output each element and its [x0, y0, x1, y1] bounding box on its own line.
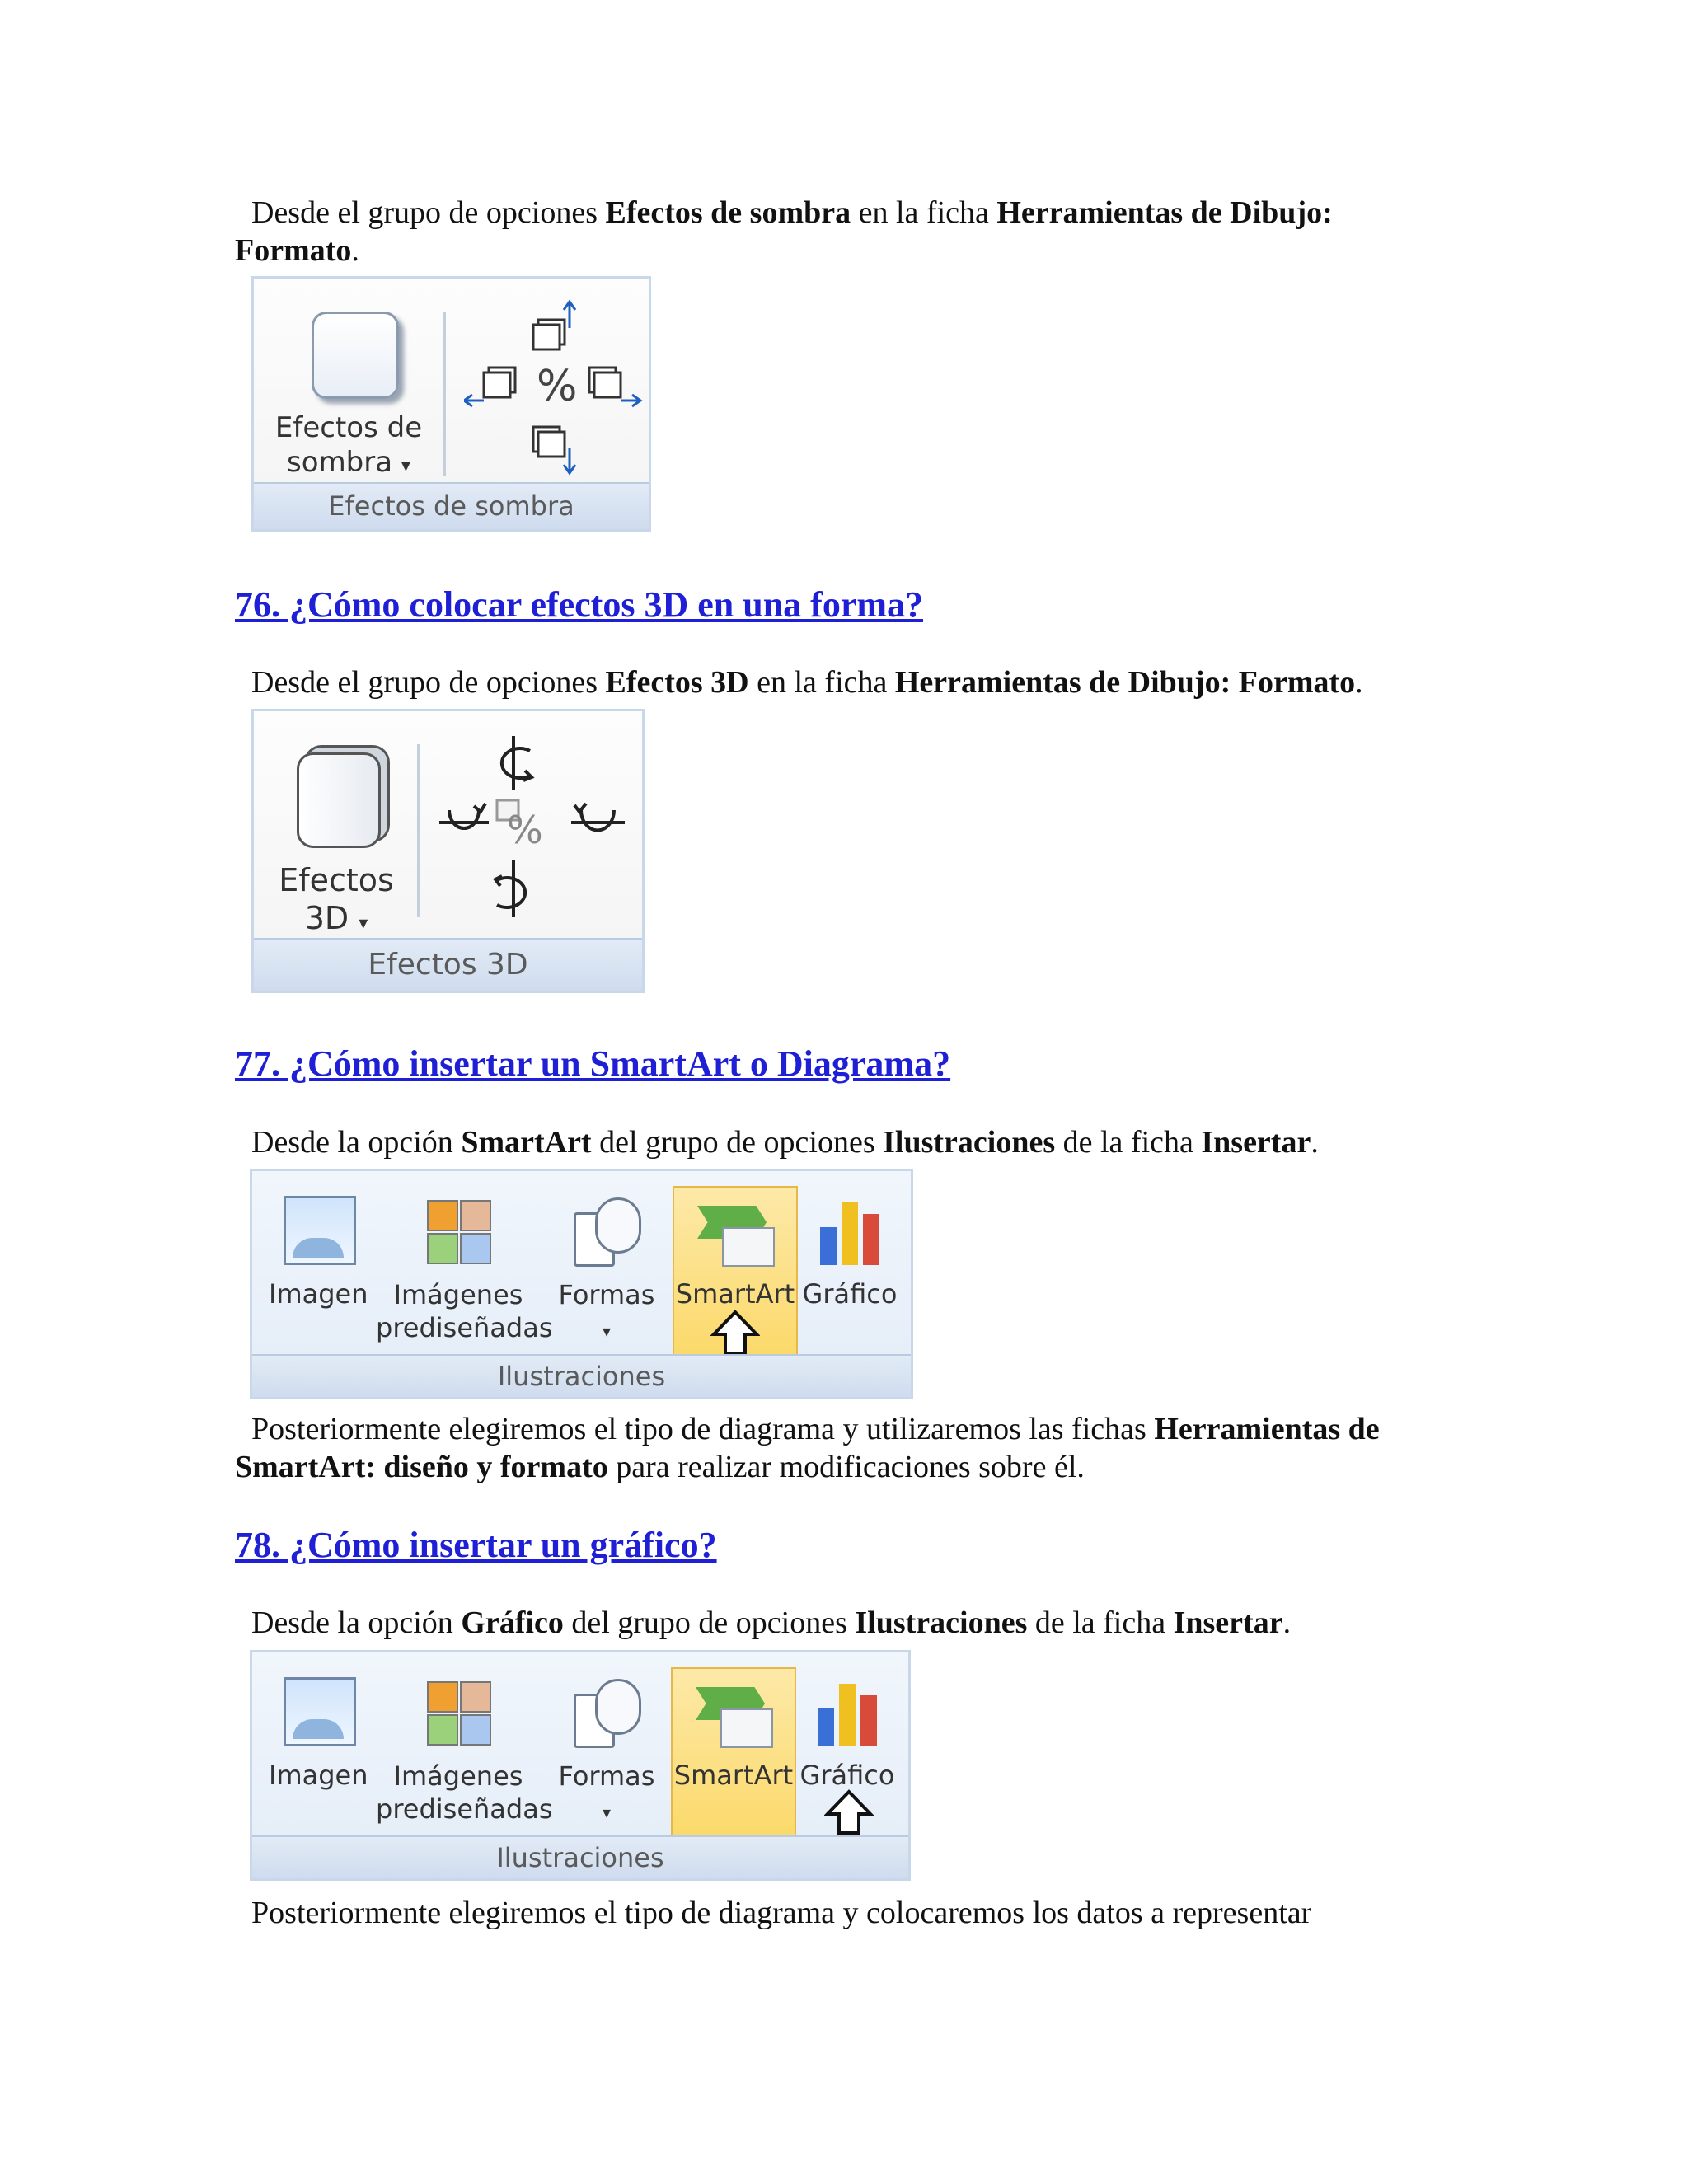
grafico-label: Gráfico [799, 1760, 895, 1791]
paragraph-chart [235, 1604, 1447, 1642]
clip-art-icon [427, 1681, 490, 1744]
bold-term: SmartArt [461, 1125, 592, 1160]
paragraph-chart-followup: Posteriormente elegiremos el tipo de diagrama y colocaremos los datos a representar [251, 1896, 1312, 1930]
picture-icon [284, 1677, 356, 1746]
bold-term: Ilustraciones [855, 1605, 1028, 1640]
clip-art-label: Imágenes prediseñadas [376, 1760, 553, 1825]
shadow-nudge-controls [464, 295, 645, 485]
imagen-button[interactable] [269, 1188, 368, 1352]
formas-label: Formas ▾ [558, 1760, 655, 1822]
clip-art-label: Imágenes prediseñadas [376, 1279, 553, 1343]
text-run: Desde el grupo de opciones [251, 665, 606, 700]
ribbon-group-label: Ilustraciones [252, 1835, 908, 1878]
3d-tilt-controls [431, 728, 637, 934]
nudge-shadow-right-icon[interactable] [589, 368, 640, 406]
text-run: de la ficha [1055, 1125, 1202, 1160]
clip-art-icon [427, 1200, 490, 1263]
bold-term: Efectos de sombra [605, 195, 851, 230]
ribbon-group-3d-effects [251, 709, 645, 993]
nudge-shadow-up-icon[interactable] [533, 302, 575, 349]
nudge-shadow-left-icon[interactable] [464, 368, 515, 406]
3d-toggle-icon[interactable] [497, 800, 543, 852]
ribbon-group-shadow-effects [251, 276, 651, 532]
bold-term: Efectos 3D [605, 665, 749, 700]
text-run: . [1355, 665, 1363, 700]
chevron-down-icon: ▾ [602, 1321, 612, 1341]
grafico-button[interactable] [800, 1188, 899, 1352]
heading-78[interactable]: 78. ¿Cómo insertar un gráfico? [235, 1525, 717, 1565]
paragraph-shadow-effects [235, 194, 1447, 269]
paragraph-3d-effects [235, 663, 1447, 701]
text-run: en la ficha [748, 665, 895, 700]
paragraph-smartart [235, 1123, 1447, 1161]
cursor-arrow-icon [710, 1310, 760, 1356]
bold-term: Herramientas de Dibujo: Formato [894, 665, 1356, 700]
shadow-effects-label: Efectos de sombra ▾ [274, 411, 423, 479]
bar-chart-icon [817, 1194, 886, 1267]
svg-text:%: % [507, 808, 543, 852]
imagen-label: Imagen [269, 1278, 368, 1310]
bold-term: Herramientas de Dibujo: Formato [235, 195, 1333, 268]
text-run: del grupo de opciones [563, 1605, 856, 1640]
nudge-shadow-down-icon[interactable] [533, 427, 575, 473]
smartart-icon [697, 1202, 773, 1265]
smartart-button[interactable] [673, 1186, 798, 1358]
tilt-down-icon[interactable] [495, 860, 525, 917]
tilt-right-icon[interactable] [571, 804, 625, 830]
bar-chart-icon [814, 1675, 884, 1748]
bold-term: Herramientas de SmartArt: diseño y formato [235, 1412, 1380, 1484]
text-run: Desde la opción [251, 1605, 462, 1640]
tilt-up-icon[interactable] [502, 736, 532, 790]
formas-button[interactable] [557, 1669, 656, 1834]
tilt-left-icon[interactable] [439, 804, 489, 828]
ribbon-group-label: Ilustraciones [252, 1354, 911, 1397]
imagen-label: Imagen [269, 1760, 368, 1791]
bold-term: Insertar [1173, 1605, 1283, 1640]
smartart-icon [696, 1684, 771, 1746]
group-divider [417, 744, 420, 917]
text-run: Desde el grupo de opciones [251, 195, 606, 230]
text-run: . [1282, 1605, 1292, 1640]
3d-effects-button[interactable] [262, 719, 410, 942]
formas-button[interactable] [557, 1188, 656, 1352]
smartart-label: SmartArt [675, 1278, 795, 1310]
text-run: del grupo de opciones [591, 1125, 884, 1160]
grafico-label: Gráfico [802, 1278, 898, 1310]
text-run: Posteriormente elegiremos el tipo de diagrama y utilizaremos las fichas [251, 1412, 1155, 1446]
smartart-button[interactable] [671, 1667, 796, 1840]
smartart-label: SmartArt [673, 1760, 794, 1791]
bold-term: Gráfico [461, 1605, 564, 1640]
bold-term: Insertar [1201, 1125, 1311, 1160]
imagen-button[interactable] [269, 1669, 368, 1834]
text-run: Desde la opción [251, 1125, 462, 1160]
bold-term: Ilustraciones [883, 1125, 1056, 1160]
clip-art-button[interactable] [376, 1188, 553, 1352]
grafico-button[interactable] [798, 1669, 897, 1834]
ribbon-group-illustrations-chart [250, 1650, 911, 1881]
shapes-icon [574, 1197, 640, 1265]
heading-77[interactable]: 77. ¿Cómo insertar un SmartArt o Diagrama? [235, 1043, 951, 1084]
chevron-down-icon: ▾ [359, 913, 368, 934]
picture-icon [284, 1196, 356, 1265]
cursor-arrow-icon [824, 1789, 874, 1835]
3d-cube-icon [297, 752, 381, 848]
text-run: en la ficha [851, 195, 997, 230]
ribbon-group-label: Efectos 3D [254, 938, 642, 991]
shadow-effects-button[interactable] [262, 287, 435, 485]
text-run: . [1311, 1125, 1319, 1160]
3d-effects-label: Efectos 3D ▾ [279, 862, 394, 936]
text-run: para realizar modificaciones sobre él. [607, 1450, 1085, 1484]
shadow-square-icon [312, 312, 399, 399]
shadow-toggle-icon[interactable]: % [537, 362, 578, 411]
text-run: de la ficha [1027, 1605, 1174, 1640]
shapes-icon [574, 1679, 640, 1746]
ribbon-group-illustrations-smartart [250, 1169, 913, 1399]
paragraph-smartart-followup [235, 1410, 1447, 1486]
group-divider [443, 312, 446, 476]
formas-label: Formas ▾ [558, 1279, 655, 1341]
chevron-down-icon: ▾ [401, 456, 410, 476]
text-run: . [351, 233, 359, 268]
chevron-down-icon: ▾ [602, 1802, 612, 1822]
clip-art-button[interactable] [376, 1669, 553, 1834]
heading-76[interactable]: 76. ¿Cómo colocar efectos 3D en una forma? [235, 584, 924, 625]
ribbon-group-label: Efectos de sombra [254, 482, 649, 529]
